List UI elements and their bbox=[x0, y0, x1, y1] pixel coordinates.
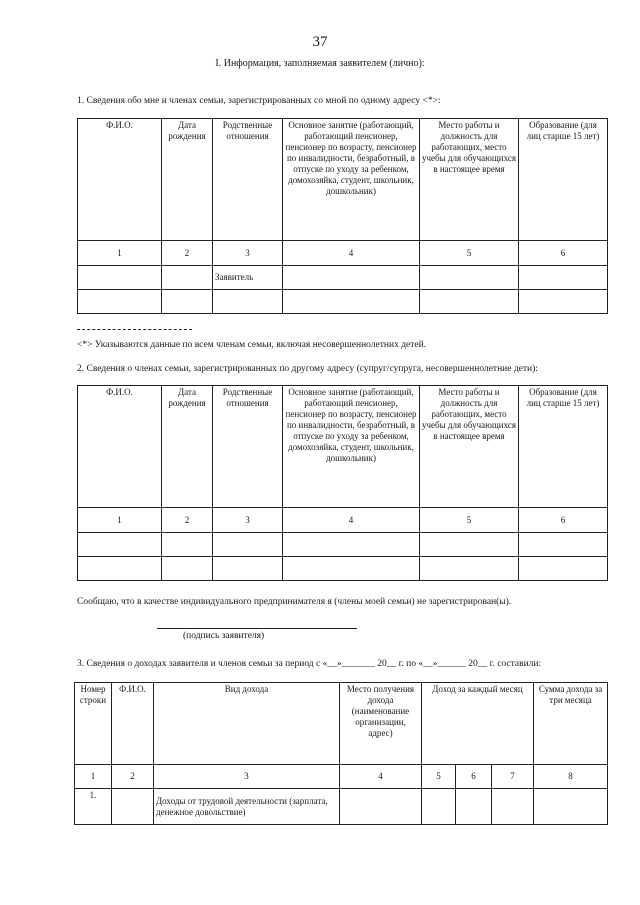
header-income-type: Вид дохода bbox=[154, 683, 340, 765]
header-fio: Ф.И.О. bbox=[78, 386, 162, 508]
header-fio: Ф.И.О. bbox=[78, 119, 162, 241]
header-occupation: Основное занятие (работающий, работающий пенсионер, пенсионер по возрасту, пенсионер по инвалидности, безработный, в отпуске по уходу за ребенком, домохозяйка, студент, школьник, дошкольник) bbox=[283, 386, 420, 508]
column-number: 6 bbox=[519, 241, 608, 266]
header-total-income: Сумма дохода за три месяца bbox=[534, 683, 608, 765]
header-birth-date: Дата рождения bbox=[162, 386, 213, 508]
header-relation: Родственные отношения bbox=[213, 386, 283, 508]
workplace-cell[interactable] bbox=[420, 266, 519, 290]
workplace-cell[interactable] bbox=[420, 557, 519, 581]
birth-date-cell[interactable] bbox=[162, 266, 213, 290]
column-number: 1 bbox=[78, 508, 162, 533]
income-place-cell[interactable] bbox=[340, 789, 422, 825]
relation-cell[interactable] bbox=[213, 290, 283, 314]
column-number: 5 bbox=[422, 765, 456, 789]
family-other-address-table bbox=[77, 385, 608, 581]
column-number: 7 bbox=[492, 765, 534, 789]
total-income-cell[interactable] bbox=[534, 789, 608, 825]
column-number: 8 bbox=[534, 765, 608, 789]
table3-caption: 3. Сведения о доходах заявителя и членов семьи за период с «__»_______ 20__ г. по «__»______ 20__ г. составили: bbox=[77, 659, 542, 669]
fio-cell[interactable] bbox=[78, 533, 162, 557]
entrepreneur-statement: Сообщаю, что в качестве индивидуального предпринимателя я (члены моей семьи) не зарегистрирован(ы). bbox=[77, 597, 512, 607]
column-number: 3 bbox=[213, 241, 283, 266]
education-cell[interactable] bbox=[519, 557, 608, 581]
header-occupation: Основное занятие (работающий, работающий пенсионер, пенсионер по возрасту, пенсионер по инвалидности, безработный, в отпуске по уходу за ребенком, домохозяйка, студент, школьник, дошкольник) bbox=[283, 119, 420, 241]
relation-cell[interactable] bbox=[213, 557, 283, 581]
column-number: 2 bbox=[162, 508, 213, 533]
education-cell[interactable] bbox=[519, 290, 608, 314]
occupation-cell[interactable] bbox=[283, 557, 420, 581]
column-number: 1 bbox=[75, 765, 112, 789]
footnote: <*> Указываются данные по всем членам семьи, включая несовершеннолетних детей. bbox=[77, 340, 427, 350]
column-number: 6 bbox=[519, 508, 608, 533]
page-number: 37 bbox=[312, 34, 328, 50]
column-number: 6 bbox=[456, 765, 492, 789]
column-number: 2 bbox=[112, 765, 154, 789]
column-number: 2 bbox=[162, 241, 213, 266]
column-number: 5 bbox=[420, 241, 519, 266]
column-number: 5 bbox=[420, 508, 519, 533]
birth-date-cell[interactable] bbox=[162, 533, 213, 557]
workplace-cell[interactable] bbox=[420, 533, 519, 557]
signature-label: (подпись заявителя) bbox=[183, 631, 265, 641]
income-type-cell: Доходы от трудовой деятельности (зарплата, денежное довольствие) bbox=[154, 789, 340, 825]
column-number: 4 bbox=[340, 765, 422, 789]
occupation-cell[interactable] bbox=[283, 533, 420, 557]
column-number: 3 bbox=[154, 765, 340, 789]
column-number: 4 bbox=[283, 508, 420, 533]
relation-cell[interactable] bbox=[213, 533, 283, 557]
occupation-cell[interactable] bbox=[283, 290, 420, 314]
header-education: Образование (для лиц старше 15 лет) bbox=[519, 386, 608, 508]
header-birth-date: Дата рождения bbox=[162, 119, 213, 241]
education-cell[interactable] bbox=[519, 533, 608, 557]
education-cell[interactable] bbox=[519, 266, 608, 290]
fio-cell[interactable] bbox=[78, 266, 162, 290]
header-workplace: Место работы и должность для работающих, место учебы для обучающихся в настоящее время bbox=[420, 386, 519, 508]
workplace-cell[interactable] bbox=[420, 290, 519, 314]
occupation-cell[interactable] bbox=[283, 266, 420, 290]
month-3-cell[interactable] bbox=[492, 789, 534, 825]
fio-cell[interactable] bbox=[112, 789, 154, 825]
footnote-separator bbox=[77, 329, 192, 330]
month-1-cell[interactable] bbox=[422, 789, 456, 825]
row-number-cell: 1. bbox=[75, 789, 112, 825]
birth-date-cell[interactable] bbox=[162, 290, 213, 314]
column-number: 1 bbox=[78, 241, 162, 266]
header-fio: Ф.И.О. bbox=[112, 683, 154, 765]
column-number: 4 bbox=[283, 241, 420, 266]
header-education: Образование (для лиц старше 15 лет) bbox=[519, 119, 608, 241]
birth-date-cell[interactable] bbox=[162, 557, 213, 581]
fio-cell[interactable] bbox=[78, 290, 162, 314]
header-income-place: Место получения дохода (наименование организации, адрес) bbox=[340, 683, 422, 765]
section-title: I. Информация, заполняемая заявителем (лично): bbox=[215, 58, 425, 69]
signature-line[interactable] bbox=[157, 628, 357, 629]
table2-caption: 2. Сведения о членах семьи, зарегистрированных по другому адресу (супруг/супруга, несовершеннолетние дети): bbox=[77, 364, 538, 374]
header-relation: Родственные отношения bbox=[213, 119, 283, 241]
relation-cell: Заявитель bbox=[213, 266, 283, 290]
table1-caption: 1. Сведения обо мне и членах семьи, зарегистрированных со мной по одному адресу <*>: bbox=[77, 96, 441, 106]
header-row-number: Номер строки bbox=[75, 683, 112, 765]
column-number: 3 bbox=[213, 508, 283, 533]
income-table bbox=[74, 682, 608, 825]
header-monthly-income: Доход за каждый месяц bbox=[422, 683, 534, 765]
fio-cell[interactable] bbox=[78, 557, 162, 581]
header-workplace: Место работы и должность для работающих, место учебы для обучающихся в настоящее время bbox=[420, 119, 519, 241]
family-same-address-table bbox=[77, 118, 608, 314]
month-2-cell[interactable] bbox=[456, 789, 492, 825]
